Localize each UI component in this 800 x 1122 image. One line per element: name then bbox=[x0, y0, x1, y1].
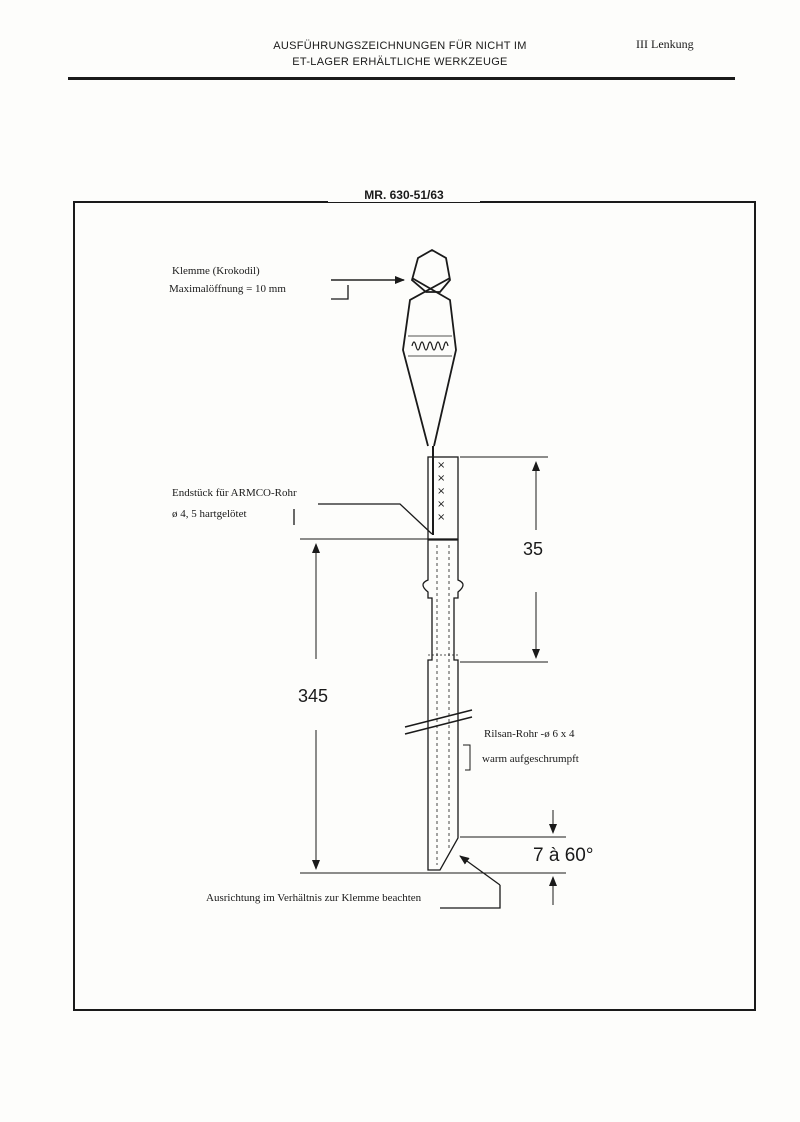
rilsan-shrunk-label: warm aufgeschrumpft bbox=[482, 753, 579, 765]
svg-text:×: × bbox=[437, 460, 446, 471]
rilsan-tube-label: Rilsan-Rohr -ø 6 x 4 bbox=[484, 728, 575, 740]
alignment-note: Ausrichtung im Verhältnis zur Klemme beachten bbox=[206, 892, 422, 904]
endpiece-label: Endstück für ARMCO-Rohr bbox=[172, 487, 297, 499]
endpiece bbox=[428, 446, 458, 539]
endpiece-brazed-label: ø 4, 5 hartgelötet bbox=[172, 508, 247, 520]
leader-lines bbox=[294, 280, 500, 908]
dimension-345: 345 bbox=[298, 686, 329, 706]
dimension-tip: 7 à 60° bbox=[533, 845, 594, 866]
svg-text:×: × bbox=[437, 473, 446, 484]
drawing-reference: MR. 630-51/63 bbox=[328, 188, 480, 202]
header-title-line1: AUSFÜHRUNGSZEICHNUNGEN FÜR NICHT IM bbox=[273, 40, 527, 52]
clamp-max-opening-label: Maximalöffnung = 10 mm bbox=[169, 283, 286, 295]
svg-text:×: × bbox=[437, 512, 446, 523]
tube bbox=[423, 540, 463, 870]
clamp-spring bbox=[412, 342, 448, 350]
section-label: III Lenkung bbox=[636, 37, 694, 51]
crocodile-clamp bbox=[403, 250, 456, 446]
header-title-line2: ET-LAGER ERHÄLTLICHE WERKZEUGE bbox=[292, 56, 508, 68]
break-symbol bbox=[405, 710, 472, 734]
svg-text:×: × bbox=[437, 499, 446, 510]
dimension-35: 35 bbox=[523, 539, 544, 559]
svg-text:×: × bbox=[437, 486, 446, 497]
clamp-label: Klemme (Krokodil) bbox=[172, 265, 260, 277]
